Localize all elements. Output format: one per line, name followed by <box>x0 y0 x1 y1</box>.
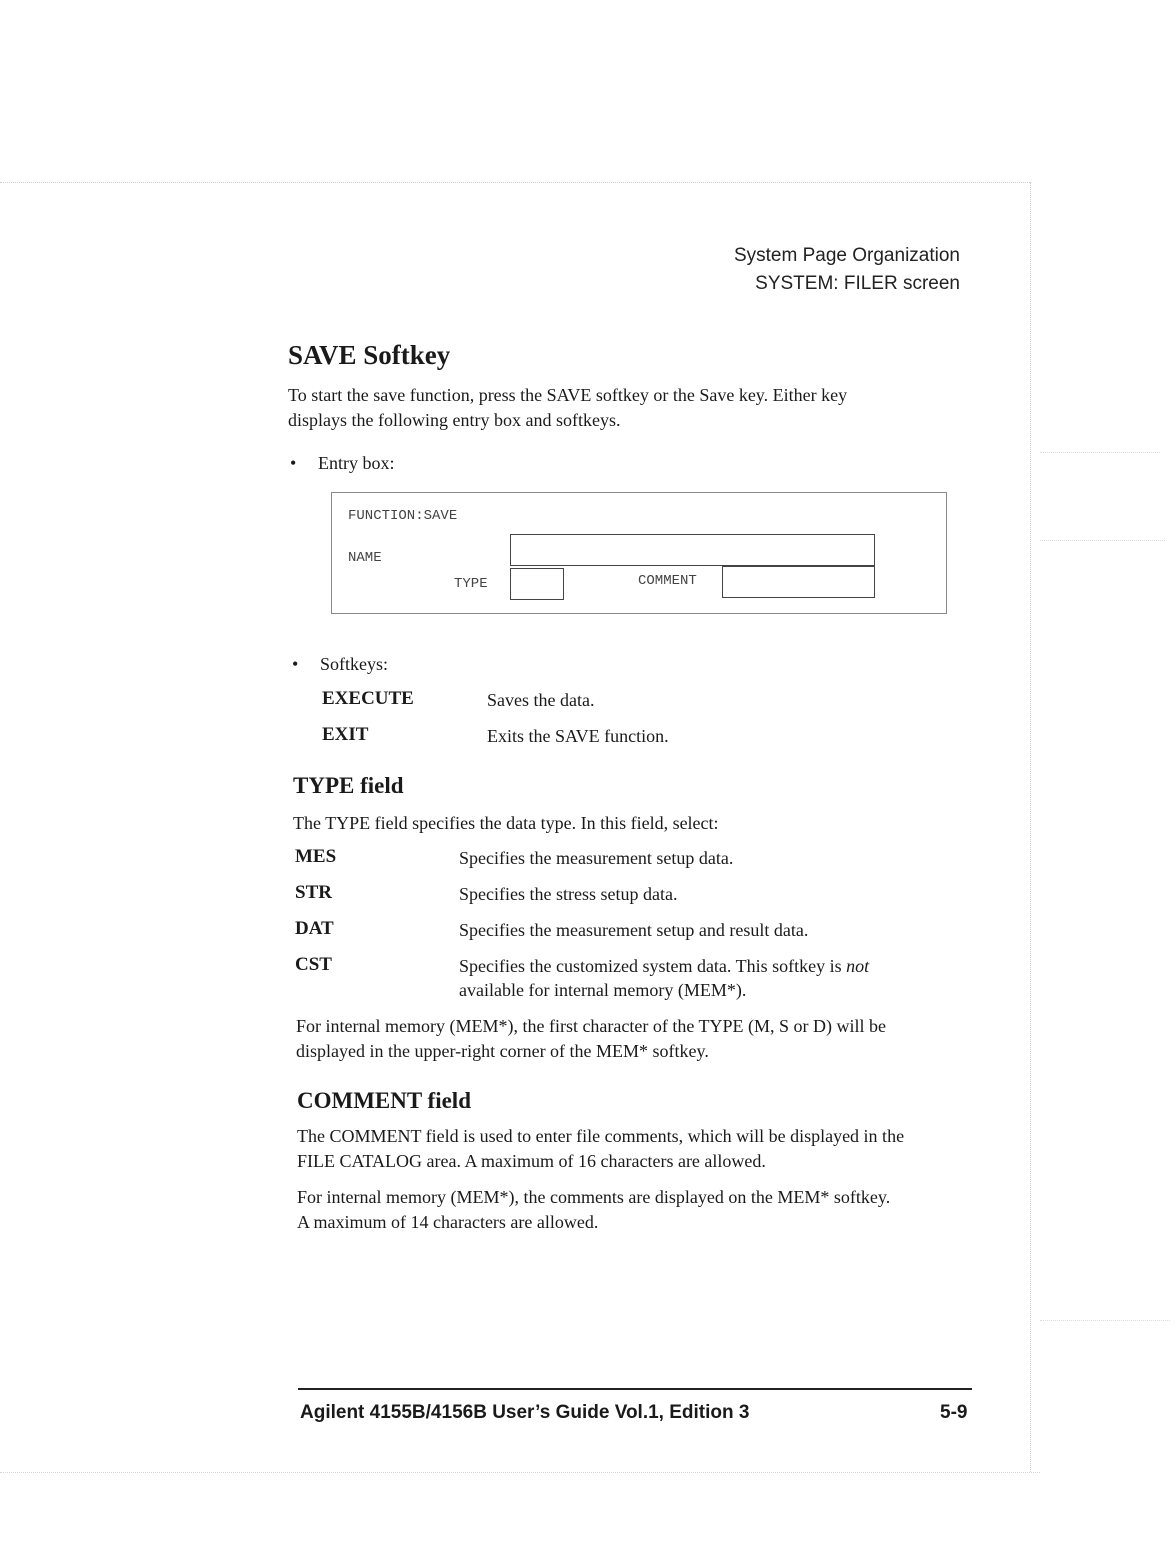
save-intro-line: To start the save function, press the SAVE softkey or the Save key. Either key <box>288 385 848 405</box>
save-softkey-heading: SAVE Softkey <box>288 340 451 370</box>
type-option-desc: Specifies the stress setup data. <box>459 884 678 904</box>
bullet-softkeys <box>292 654 388 675</box>
type-option-desc-emphasis: not <box>846 956 870 976</box>
running-header-section: System Page Organization <box>733 245 960 266</box>
comment-field-paragraph <box>297 1124 977 1174</box>
type-option-list <box>295 846 975 1006</box>
comment-para-line: The COMMENT field is used to enter file comments, which will be displayed in the <box>297 1126 905 1146</box>
type-field-note <box>296 1014 976 1064</box>
softkey-desc: Saves the data. <box>487 690 595 710</box>
softkey-list <box>322 688 922 758</box>
scan-edge-right <box>1030 182 1031 1472</box>
running-header <box>734 242 960 298</box>
type-field-heading: TYPE field <box>293 773 404 798</box>
type-field-intro: The TYPE field specifies the data type. In this field, select: <box>293 813 719 833</box>
save-intro-line: displays the following entry box and softkeys. <box>288 410 621 430</box>
bullet-icon: • <box>290 453 297 473</box>
bullet-label: Softkeys: <box>320 654 389 674</box>
type-option-desc-text: Specifies the customized system data. This softkey is <box>459 956 847 976</box>
softkey-term: EXECUTE <box>322 688 414 709</box>
type-option-term: DAT <box>295 918 334 939</box>
type-option-desc: Specifies the measurement setup and result data. <box>459 920 809 940</box>
type-input[interactable] <box>510 568 564 600</box>
type-option-term: MES <box>295 846 337 867</box>
bullet-icon: • <box>292 654 299 674</box>
comment-field-heading: COMMENT field <box>297 1088 471 1113</box>
type-option-desc: Specifies the measurement setup data. <box>459 848 734 868</box>
footer-page-number: 5-9 <box>940 1402 968 1423</box>
scan-mark <box>1040 1320 1170 1321</box>
type-option-desc <box>459 954 869 1002</box>
comment-para-line: FILE CATALOG area. A maximum of 16 characters are allowed. <box>297 1151 766 1171</box>
save-entry-box <box>331 492 947 614</box>
bullet-label: Entry box: <box>318 453 395 473</box>
function-label: FUNCTION:SAVE <box>348 508 458 524</box>
type-note-line: displayed in the upper-right corner of the MEM* softkey. <box>296 1041 709 1061</box>
type-option-term: STR <box>295 882 332 903</box>
scan-mark <box>1040 540 1165 541</box>
type-label: TYPE <box>454 576 488 592</box>
type-note-line: For internal memory (MEM*), the first character of the TYPE (M, S or D) will be <box>296 1016 887 1036</box>
softkey-desc: Exits the SAVE function. <box>487 726 669 746</box>
comment-field-mem-paragraph <box>297 1185 977 1235</box>
name-input[interactable] <box>510 534 875 566</box>
comment-para-line: For internal memory (MEM*), the comments are displayed on the MEM* softkey. <box>297 1187 891 1207</box>
bullet-entry-box <box>290 453 395 474</box>
type-option-desc-text: available for internal memory (MEM*). <box>459 980 747 1000</box>
save-intro-paragraph <box>288 383 968 433</box>
name-label: NAME <box>348 550 382 566</box>
comment-para-line: A maximum of 14 characters are allowed. <box>297 1212 599 1232</box>
comment-input[interactable] <box>722 566 875 598</box>
softkey-term: EXIT <box>322 724 369 745</box>
type-option-term: CST <box>295 954 332 975</box>
scan-edge-top <box>0 182 1030 183</box>
footer-title: Agilent 4155B/4156B User’s Guide Vol.1, Edition 3 <box>300 1402 750 1423</box>
scan-mark <box>1040 452 1160 453</box>
running-header-screen: SYSTEM: FILER screen <box>755 273 960 294</box>
footer-rule <box>298 1388 972 1390</box>
comment-label: COMMENT <box>638 573 697 589</box>
scan-edge-bottom <box>0 1472 1040 1473</box>
